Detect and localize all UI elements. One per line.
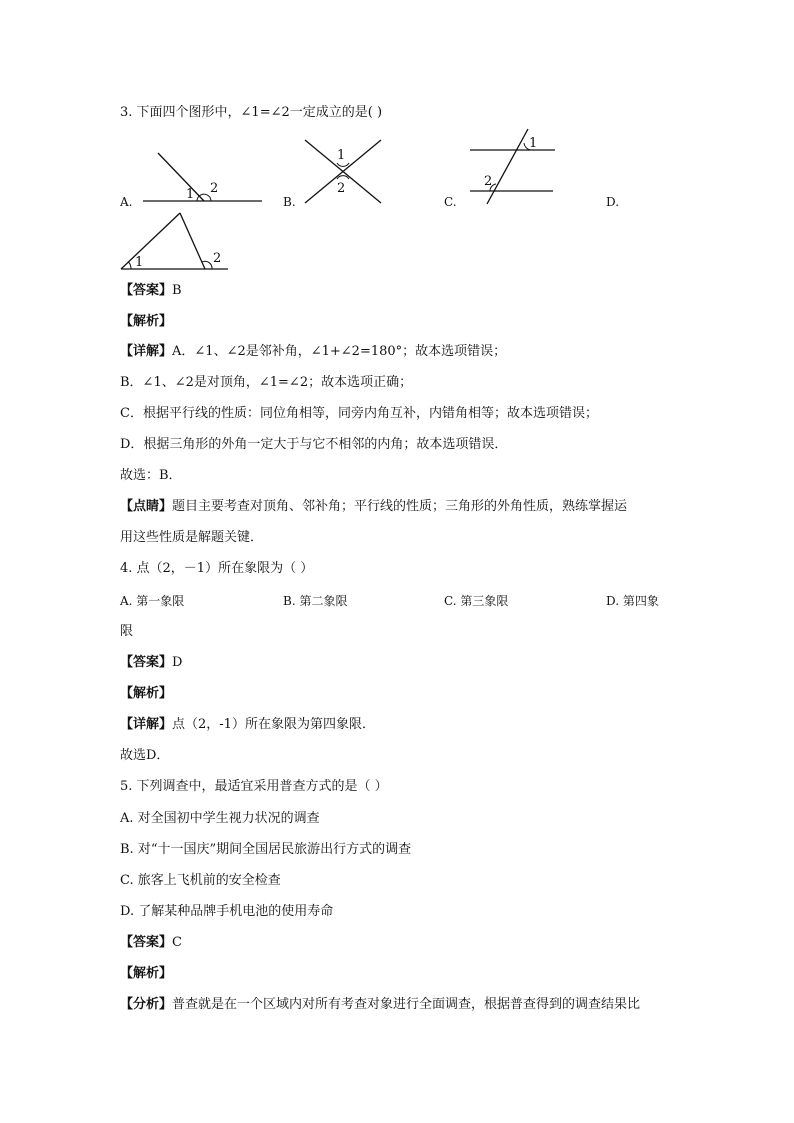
figure-c-label-2: 2	[484, 174, 493, 189]
q3-detail-a	[120, 343, 506, 361]
q4-detail-text: 点（2，-1）所在象限为第四象限．	[172, 717, 375, 732]
q5-analysis-tag: 【解析】	[120, 966, 173, 981]
q3-option-c-label: C.	[444, 195, 457, 209]
q4-answer-tag: 【答案】	[120, 655, 173, 670]
q4-analysis-tag: 【解析】	[120, 686, 173, 701]
q4-option-a: A. 第一象限	[120, 594, 185, 608]
q3-answer	[120, 282, 182, 300]
q5-answer	[120, 934, 182, 952]
q3-comment-1	[120, 498, 627, 516]
q3-answer-value: B	[172, 283, 182, 298]
q4-option-d: D. 第四象	[606, 594, 659, 608]
q3-detail-a-text: A．∠1、∠2是邻补角，∠1+∠2=180°；故本选项错误；	[172, 344, 507, 359]
q3-comment-tag: 【点睛】	[120, 499, 173, 514]
q4-option-c: C. 第三象限	[444, 594, 509, 608]
q3-option-a-label: A.	[120, 195, 133, 209]
q5-option-a: A. 对全国初中学生视力状况的调查	[120, 811, 320, 826]
q3-detail-tag: 【详解】	[120, 344, 173, 359]
q3-option-b-label: B.	[283, 195, 296, 209]
q3-answer-tag: 【答案】	[120, 283, 173, 298]
q4-choose: 故选D．	[120, 748, 170, 763]
figure-a-label-2: 2	[210, 181, 219, 196]
q3-choose: 故选：B．	[120, 468, 182, 483]
q3-comment-2: 用这些性质是解题关键．	[120, 530, 264, 545]
q5-answer-value: C	[172, 935, 182, 950]
q3-option-d-label: D.	[606, 195, 620, 209]
q3-comment-text-1: 题目主要考查对顶角、邻补角；平行线的性质；三角形的外角性质，熟练掌握运	[172, 499, 628, 514]
q4-answer	[120, 654, 182, 672]
q3-analysis-tag: 【解析】	[120, 314, 173, 329]
figure-d-label-1: 1	[135, 255, 144, 270]
figure-c-label-1: 1	[529, 136, 538, 151]
question-4-title: 4. 点（2，－1）所在象限为（ ）	[120, 561, 314, 576]
q5-fenxi-text: 普查就是在一个区域内对所有考查对象进行全面调查，根据普查得到的调查结果比	[172, 997, 641, 1012]
question-3-title: 3. 下面四个图形中，∠1=∠2一定成立的是( )	[120, 105, 383, 120]
question-5-title: 5. 下列调查中，最适宜采用普查方式的是（ ）	[120, 779, 388, 794]
q5-option-d: D. 了解某种品牌手机电池的使用寿命	[120, 904, 334, 919]
q5-fenxi-tag: 【分析】	[120, 997, 173, 1012]
q4-detail	[120, 716, 375, 734]
q4-option-d-wrap: 限	[120, 624, 134, 639]
q5-answer-tag: 【答案】	[120, 935, 173, 950]
figure-d-label-2: 2	[213, 251, 222, 266]
q5-option-b: B. 对“十一国庆”期间全国居民旅游出行方式的调查	[120, 842, 412, 857]
figure-a-label-1: 1	[186, 187, 195, 202]
figure-b-label-2: 2	[337, 181, 346, 196]
q3-detail-d: D．根据三角形的外角一定大于与它不相邻的内角；故本选项错误．	[120, 437, 508, 452]
q5-option-c: C. 旅客上飞机前的安全检查	[120, 873, 281, 888]
q3-detail-b: B．∠1、∠2是对顶角，∠1=∠2；故本选项正确；	[120, 375, 413, 390]
q4-detail-tag: 【详解】	[120, 717, 173, 732]
q4-option-b: B. 第二象限	[283, 594, 348, 608]
figure-b-label-1: 1	[337, 148, 346, 163]
q3-detail-c: C．根据平行线的性质：同位角相等，同旁内角互补，内错角相等；故本选项错误；	[120, 406, 598, 421]
q4-answer-value: D	[172, 655, 183, 670]
q5-fenxi	[120, 996, 640, 1014]
